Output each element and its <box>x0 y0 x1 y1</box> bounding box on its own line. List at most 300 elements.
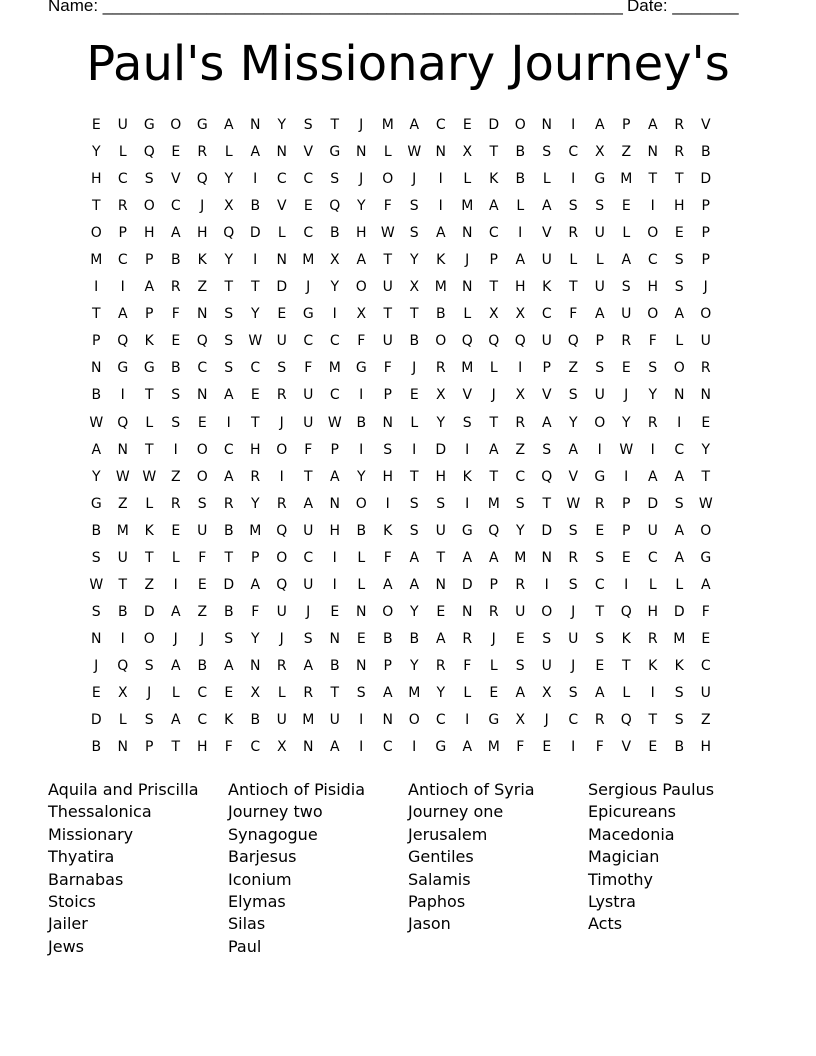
grid-letter[interactable]: X <box>435 387 446 404</box>
grid-letter[interactable]: A <box>409 576 420 593</box>
grid-letter[interactable]: C <box>197 360 208 377</box>
grid-letter[interactable]: L <box>595 252 604 269</box>
grid-letter[interactable]: E <box>91 117 101 133</box>
grid-letter[interactable]: T <box>621 657 631 674</box>
grid-letter[interactable]: N <box>91 630 102 647</box>
grid-letter[interactable]: L <box>622 225 631 242</box>
grid-letter[interactable]: I <box>518 360 523 377</box>
grid-letter[interactable]: A <box>91 441 102 458</box>
grid-letter[interactable]: B <box>409 630 420 647</box>
grid-letter[interactable]: C <box>250 739 261 756</box>
grid-letter[interactable]: U <box>435 522 446 539</box>
grid-letter[interactable]: E <box>462 117 472 133</box>
grid-letter[interactable]: U <box>276 333 287 350</box>
grid-letter[interactable]: X <box>515 712 526 729</box>
grid-letter[interactable]: V <box>700 117 711 133</box>
grid-letter[interactable]: E <box>224 684 234 701</box>
grid-letter[interactable]: Q <box>514 333 526 350</box>
grid-letter[interactable]: G <box>302 306 314 323</box>
grid-letter[interactable]: X <box>356 306 367 323</box>
grid-letter[interactable]: H <box>673 198 685 215</box>
grid-letter[interactable]: A <box>674 549 685 566</box>
grid-letter[interactable]: I <box>385 495 390 512</box>
grid-letter[interactable]: I <box>253 171 258 188</box>
grid-letter[interactable]: D <box>276 279 288 296</box>
grid-letter[interactable]: S <box>409 198 419 215</box>
grid-letter[interactable]: L <box>145 495 154 512</box>
grid-letter[interactable]: R <box>515 414 526 431</box>
grid-letter[interactable]: R <box>594 712 605 729</box>
grid-letter[interactable]: B <box>117 603 128 620</box>
grid-letter[interactable]: Z <box>621 144 632 161</box>
grid-letter[interactable]: J <box>544 712 549 729</box>
grid-letter[interactable]: T <box>595 603 605 620</box>
grid-letter[interactable]: A <box>462 549 473 566</box>
grid-letter[interactable]: I <box>597 441 602 458</box>
grid-letter[interactable]: P <box>701 252 710 269</box>
grid-letter[interactable]: A <box>488 198 499 215</box>
grid-letter[interactable]: X <box>117 684 128 701</box>
grid-letter[interactable]: P <box>118 225 127 242</box>
grid-letter[interactable]: W <box>327 414 342 431</box>
grid-letter[interactable]: P <box>145 306 154 323</box>
grid-letter[interactable]: E <box>330 603 340 620</box>
grid-letter[interactable]: O <box>196 441 208 458</box>
grid-letter[interactable]: S <box>568 684 578 701</box>
grid-letter[interactable]: S <box>674 712 684 729</box>
grid-letter[interactable]: A <box>117 306 128 323</box>
grid-letter[interactable]: A <box>568 441 579 458</box>
grid-letter[interactable]: J <box>147 684 152 701</box>
grid-letter[interactable]: X <box>276 739 287 756</box>
grid-letter[interactable]: N <box>276 252 287 269</box>
grid-letter[interactable]: S <box>409 522 419 539</box>
grid-letter[interactable]: V <box>303 144 314 161</box>
grid-letter[interactable]: Y <box>250 306 260 323</box>
grid-letter[interactable]: J <box>173 630 178 647</box>
grid-letter[interactable]: T <box>383 252 393 269</box>
grid-letter[interactable]: C <box>303 171 314 188</box>
grid-letter[interactable]: C <box>700 657 711 674</box>
grid-letter[interactable]: J <box>412 360 417 377</box>
grid-letter[interactable]: P <box>489 576 498 593</box>
grid-letter[interactable]: O <box>143 198 155 215</box>
grid-letter[interactable]: G <box>329 144 341 161</box>
grid-letter[interactable]: X <box>515 306 526 323</box>
grid-letter[interactable]: C <box>568 144 579 161</box>
grid-letter[interactable]: P <box>701 225 710 242</box>
grid-letter[interactable]: K <box>648 657 658 674</box>
grid-letter[interactable]: F <box>383 360 392 377</box>
grid-letter[interactable]: A <box>435 630 446 647</box>
grid-letter[interactable]: P <box>145 739 154 756</box>
grid-letter[interactable]: Y <box>568 414 578 431</box>
grid-letter[interactable]: G <box>435 739 447 756</box>
grid-letter[interactable]: S <box>568 576 578 593</box>
grid-letter[interactable]: Z <box>197 279 208 296</box>
grid-letter[interactable]: Y <box>224 171 234 188</box>
grid-letter[interactable]: F <box>648 333 657 350</box>
grid-letter[interactable]: M <box>302 252 315 269</box>
grid-letter[interactable]: F <box>595 739 604 756</box>
grid-letter[interactable]: C <box>223 441 234 458</box>
grid-letter[interactable]: L <box>118 144 127 161</box>
grid-letter[interactable]: Q <box>329 198 341 215</box>
grid-letter[interactable]: S <box>144 712 154 729</box>
grid-letter[interactable]: O <box>90 225 102 242</box>
grid-letter[interactable]: Q <box>541 468 553 485</box>
grid-letter[interactable]: S <box>436 495 446 512</box>
grid-letter[interactable]: E <box>409 387 419 404</box>
grid-letter[interactable]: R <box>674 144 685 161</box>
grid-letter[interactable]: R <box>117 198 128 215</box>
grid-letter[interactable]: C <box>303 333 314 350</box>
grid-letter[interactable]: I <box>359 712 364 729</box>
grid-letter[interactable]: N <box>250 657 261 674</box>
grid-letter[interactable]: P <box>251 549 260 566</box>
grid-letter[interactable]: L <box>277 225 286 242</box>
grid-letter[interactable]: U <box>197 522 208 539</box>
grid-letter[interactable]: U <box>647 522 658 539</box>
grid-letter[interactable]: T <box>489 144 499 161</box>
grid-letter[interactable]: Q <box>620 603 632 620</box>
grid-letter[interactable]: H <box>647 603 659 620</box>
grid-letter[interactable]: E <box>674 225 684 242</box>
grid-letter[interactable]: I <box>571 117 576 133</box>
grid-letter[interactable]: X <box>409 279 420 296</box>
grid-letter[interactable]: A <box>303 657 314 674</box>
grid-letter[interactable]: I <box>332 306 337 323</box>
grid-letter[interactable]: J <box>279 630 284 647</box>
grid-letter[interactable]: O <box>382 603 394 620</box>
grid-letter[interactable]: E <box>701 414 711 431</box>
grid-letter[interactable]: R <box>647 630 658 647</box>
grid-letter[interactable]: T <box>489 279 499 296</box>
grid-letter[interactable]: M <box>461 198 474 215</box>
grid-letter[interactable]: A <box>356 252 367 269</box>
grid-letter[interactable]: B <box>700 144 711 161</box>
grid-letter[interactable]: B <box>91 522 102 539</box>
grid-letter[interactable]: R <box>435 360 446 377</box>
grid-letter[interactable]: I <box>650 684 655 701</box>
grid-letter[interactable]: Y <box>277 117 287 133</box>
grid-letter[interactable]: N <box>250 117 261 133</box>
grid-letter[interactable]: A <box>382 576 393 593</box>
grid-letter[interactable]: B <box>515 144 526 161</box>
grid-letter[interactable]: B <box>91 387 102 404</box>
grid-letter[interactable]: C <box>515 468 526 485</box>
grid-letter[interactable]: I <box>624 468 629 485</box>
grid-letter[interactable]: O <box>408 712 420 729</box>
grid-letter[interactable]: A <box>647 468 658 485</box>
grid-letter[interactable]: M <box>90 252 103 269</box>
grid-letter[interactable]: D <box>647 495 659 512</box>
grid-letter[interactable]: S <box>568 522 578 539</box>
grid-letter[interactable]: L <box>145 414 154 431</box>
grid-letter[interactable]: D <box>223 576 235 593</box>
grid-letter[interactable]: C <box>674 441 685 458</box>
grid-letter[interactable]: N <box>276 144 287 161</box>
grid-letter[interactable]: J <box>571 603 576 620</box>
grid-letter[interactable]: F <box>251 603 260 620</box>
grid-letter[interactable]: S <box>515 657 525 674</box>
grid-letter[interactable]: D <box>673 603 685 620</box>
grid-letter[interactable]: N <box>197 306 208 323</box>
grid-letter[interactable]: V <box>541 225 552 242</box>
grid-letter[interactable]: I <box>173 441 178 458</box>
grid-letter[interactable]: Y <box>621 414 631 431</box>
grid-letter[interactable]: B <box>223 522 234 539</box>
grid-letter[interactable]: A <box>170 712 181 729</box>
grid-letter[interactable]: Q <box>276 576 288 593</box>
grid-letter[interactable]: T <box>91 306 101 323</box>
grid-letter[interactable]: H <box>143 225 155 242</box>
grid-letter[interactable]: G <box>700 549 712 566</box>
grid-letter[interactable]: U <box>303 522 314 539</box>
grid-letter[interactable]: T <box>674 171 684 188</box>
grid-letter[interactable]: A <box>515 684 526 701</box>
grid-letter[interactable]: N <box>541 549 552 566</box>
grid-letter[interactable]: C <box>117 252 128 269</box>
grid-letter[interactable]: G <box>355 360 367 377</box>
grid-letter[interactable]: L <box>463 171 472 188</box>
grid-letter[interactable]: G <box>594 171 606 188</box>
grid-letter[interactable]: D <box>541 522 553 539</box>
grid-letter[interactable]: V <box>462 387 473 404</box>
grid-letter[interactable]: I <box>412 739 417 756</box>
grid-letter[interactable]: F <box>701 603 710 620</box>
grid-letter[interactable]: P <box>489 252 498 269</box>
grid-letter[interactable]: N <box>462 279 473 296</box>
grid-letter[interactable]: A <box>223 657 234 674</box>
grid-letter[interactable]: X <box>594 144 605 161</box>
grid-letter[interactable]: J <box>465 252 470 269</box>
grid-letter[interactable]: S <box>595 549 605 566</box>
grid-letter[interactable]: E <box>303 198 313 215</box>
grid-letter[interactable]: R <box>170 279 181 296</box>
grid-letter[interactable]: U <box>117 117 128 133</box>
grid-letter[interactable]: S <box>224 306 234 323</box>
grid-letter[interactable]: J <box>624 387 629 404</box>
grid-letter[interactable]: B <box>329 657 340 674</box>
grid-letter[interactable]: P <box>622 117 631 133</box>
grid-letter[interactable]: Y <box>224 252 234 269</box>
grid-letter[interactable]: P <box>383 657 392 674</box>
grid-letter[interactable]: K <box>621 630 631 647</box>
grid-letter[interactable]: S <box>330 171 340 188</box>
grid-letter[interactable]: G <box>488 712 500 729</box>
grid-letter[interactable]: S <box>542 441 552 458</box>
grid-letter[interactable]: U <box>329 712 340 729</box>
grid-letter[interactable]: Y <box>409 252 419 269</box>
grid-letter[interactable]: N <box>356 657 367 674</box>
grid-letter[interactable]: X <box>541 684 552 701</box>
grid-letter[interactable]: H <box>355 225 367 242</box>
grid-letter[interactable]: I <box>359 387 364 404</box>
grid-letter[interactable]: R <box>303 684 314 701</box>
grid-letter[interactable]: S <box>277 360 287 377</box>
grid-letter[interactable]: Q <box>117 657 129 674</box>
grid-letter[interactable]: B <box>223 603 234 620</box>
grid-letter[interactable]: U <box>382 333 393 350</box>
grid-letter[interactable]: N <box>541 117 552 133</box>
grid-letter[interactable]: U <box>594 225 605 242</box>
grid-letter[interactable]: E <box>515 630 525 647</box>
grid-letter[interactable]: Q <box>488 522 500 539</box>
grid-letter[interactable]: G <box>90 495 102 512</box>
grid-letter[interactable]: I <box>677 414 682 431</box>
grid-letter[interactable]: S <box>91 549 101 566</box>
grid-letter[interactable]: S <box>409 495 419 512</box>
grid-letter[interactable]: N <box>462 225 473 242</box>
grid-letter[interactable]: K <box>436 252 446 269</box>
grid-letter[interactable]: G <box>117 360 129 377</box>
grid-letter[interactable]: S <box>144 171 154 188</box>
grid-letter[interactable]: B <box>170 252 181 269</box>
grid-letter[interactable]: J <box>571 657 576 674</box>
grid-letter[interactable]: C <box>329 387 340 404</box>
grid-letter[interactable]: H <box>435 468 447 485</box>
grid-letter[interactable]: E <box>595 657 605 674</box>
grid-letter[interactable]: U <box>515 603 526 620</box>
grid-letter[interactable]: F <box>198 549 207 566</box>
grid-letter[interactable]: U <box>594 387 605 404</box>
grid-letter[interactable]: N <box>117 739 128 756</box>
grid-letter[interactable]: I <box>438 171 443 188</box>
grid-letter[interactable]: L <box>118 712 127 729</box>
grid-letter[interactable]: G <box>196 117 208 133</box>
grid-letter[interactable]: A <box>170 603 181 620</box>
grid-letter[interactable]: S <box>542 144 552 161</box>
grid-letter[interactable]: S <box>224 333 234 350</box>
grid-letter[interactable]: Y <box>436 684 446 701</box>
grid-letter[interactable]: P <box>330 441 339 458</box>
grid-letter[interactable]: P <box>92 333 101 350</box>
grid-letter[interactable]: V <box>621 739 632 756</box>
grid-letter[interactable]: S <box>648 360 658 377</box>
grid-letter[interactable]: I <box>120 387 125 404</box>
grid-letter[interactable]: A <box>409 549 420 566</box>
grid-letter[interactable]: R <box>276 387 287 404</box>
grid-letter[interactable]: O <box>700 522 712 539</box>
grid-letter[interactable]: M <box>673 630 686 647</box>
grid-letter[interactable]: T <box>224 279 234 296</box>
grid-letter[interactable]: E <box>171 522 181 539</box>
grid-letter[interactable]: C <box>568 712 579 729</box>
grid-letter[interactable]: R <box>700 360 711 377</box>
grid-letter[interactable]: S <box>197 495 207 512</box>
grid-letter[interactable]: S <box>595 630 605 647</box>
grid-letter[interactable]: U <box>700 684 711 701</box>
grid-letter[interactable]: S <box>542 630 552 647</box>
grid-letter[interactable]: S <box>303 630 313 647</box>
grid-letter[interactable]: Z <box>170 468 181 485</box>
grid-letter[interactable]: A <box>594 306 605 323</box>
grid-letter[interactable]: I <box>571 739 576 756</box>
grid-letter[interactable]: R <box>515 576 526 593</box>
grid-letter[interactable]: P <box>145 252 154 269</box>
grid-letter[interactable]: C <box>647 252 658 269</box>
grid-letter[interactable]: B <box>91 739 102 756</box>
grid-letter[interactable]: J <box>412 171 417 188</box>
grid-letter[interactable]: C <box>303 549 314 566</box>
grid-letter[interactable]: K <box>144 522 154 539</box>
grid-letter[interactable]: U <box>303 414 314 431</box>
grid-letter[interactable]: L <box>463 306 472 323</box>
grid-letter[interactable]: R <box>276 657 287 674</box>
grid-letter[interactable]: U <box>276 603 287 620</box>
grid-letter[interactable]: A <box>223 387 234 404</box>
grid-letter[interactable]: M <box>434 279 447 296</box>
grid-letter[interactable]: I <box>544 576 549 593</box>
grid-letter[interactable]: E <box>171 333 181 350</box>
grid-letter[interactable]: N <box>382 414 393 431</box>
grid-letter[interactable]: N <box>329 630 340 647</box>
grid-letter[interactable]: D <box>488 117 500 133</box>
grid-letter[interactable]: I <box>359 739 364 756</box>
grid-letter[interactable]: O <box>514 117 526 133</box>
grid-letter[interactable]: U <box>541 657 552 674</box>
grid-letter[interactable]: D <box>700 171 712 188</box>
grid-letter[interactable]: N <box>674 387 685 404</box>
grid-letter[interactable]: N <box>435 576 446 593</box>
grid-letter[interactable]: S <box>91 603 101 620</box>
grid-letter[interactable]: S <box>568 198 578 215</box>
grid-letter[interactable]: L <box>489 360 498 377</box>
grid-letter[interactable]: L <box>410 414 419 431</box>
grid-letter[interactable]: U <box>541 333 552 350</box>
grid-letter[interactable]: T <box>330 684 340 701</box>
grid-letter[interactable]: I <box>650 198 655 215</box>
grid-letter[interactable]: I <box>332 549 337 566</box>
grid-letter[interactable]: L <box>357 549 366 566</box>
grid-letter[interactable]: E <box>197 414 207 431</box>
grid-letter[interactable]: E <box>91 684 101 701</box>
grid-letter[interactable]: Q <box>196 171 208 188</box>
grid-letter[interactable]: F <box>304 360 313 377</box>
grid-letter[interactable]: T <box>118 576 128 593</box>
grid-letter[interactable]: I <box>173 576 178 593</box>
grid-letter[interactable]: N <box>647 144 658 161</box>
grid-letter[interactable]: H <box>514 279 526 296</box>
grid-letter[interactable]: O <box>276 549 288 566</box>
grid-letter[interactable]: T <box>648 712 658 729</box>
grid-letter[interactable]: R <box>276 495 287 512</box>
grid-letter[interactable]: I <box>465 495 470 512</box>
grid-letter[interactable]: E <box>436 603 446 620</box>
grid-letter[interactable]: L <box>622 684 631 701</box>
grid-letter[interactable]: S <box>674 495 684 512</box>
grid-letter[interactable]: U <box>541 252 552 269</box>
grid-letter[interactable]: I <box>332 576 337 593</box>
grid-letter[interactable]: Q <box>117 333 129 350</box>
grid-letter[interactable]: Q <box>117 414 129 431</box>
grid-letter[interactable]: K <box>224 712 234 729</box>
grid-letter[interactable]: R <box>568 225 579 242</box>
grid-letter[interactable]: B <box>329 225 340 242</box>
grid-letter[interactable]: G <box>594 468 606 485</box>
grid-letter[interactable]: Y <box>515 522 525 539</box>
grid-letter[interactable]: H <box>196 739 208 756</box>
grid-letter[interactable]: R <box>488 603 499 620</box>
grid-letter[interactable]: X <box>462 144 473 161</box>
grid-letter[interactable]: B <box>356 414 367 431</box>
grid-letter[interactable]: S <box>171 387 181 404</box>
grid-letter[interactable]: J <box>491 630 496 647</box>
grid-letter[interactable]: J <box>703 279 708 296</box>
grid-letter[interactable]: R <box>462 630 473 647</box>
grid-letter[interactable]: R <box>170 495 181 512</box>
